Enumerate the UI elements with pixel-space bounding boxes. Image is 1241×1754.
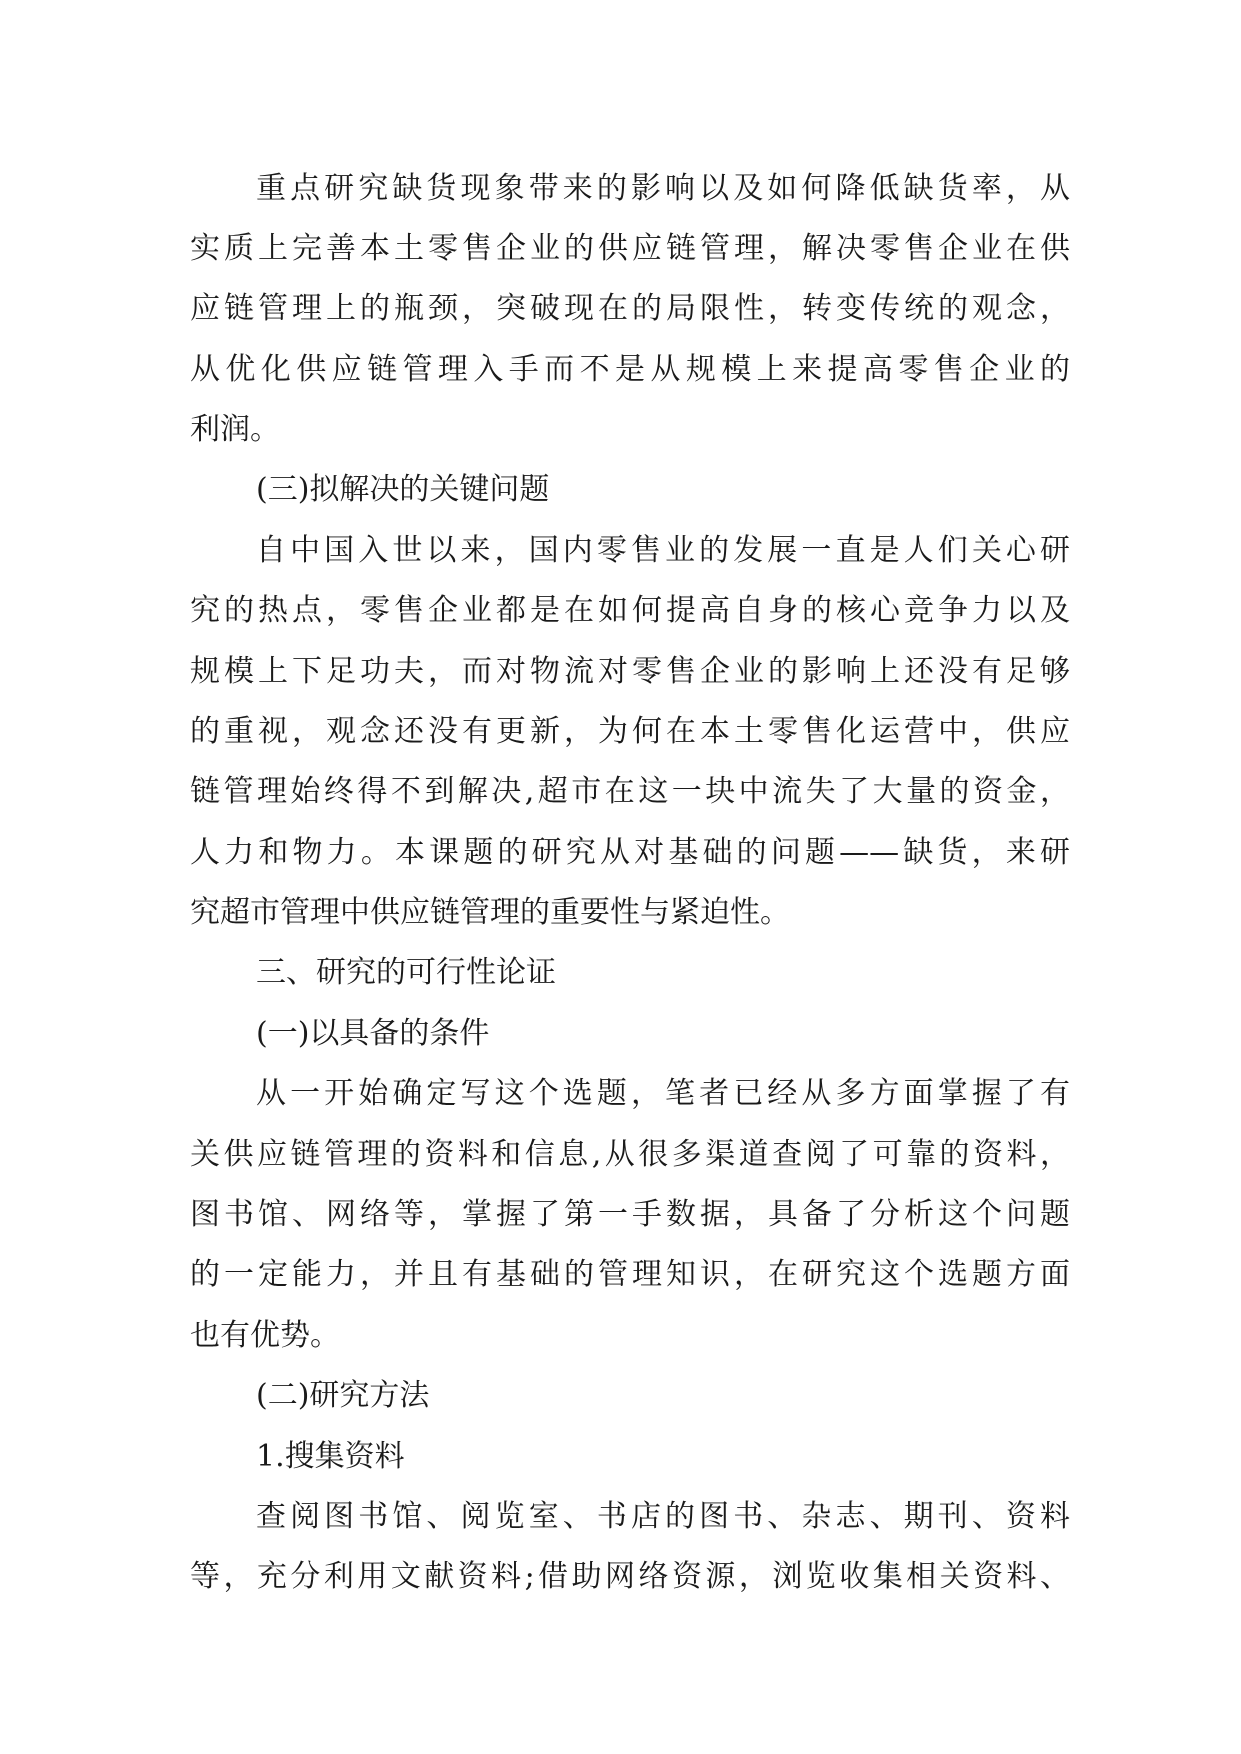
section-heading: 1.搜集资料 [256, 1439, 405, 1474]
text-line: 自中国入世以来，国内零售业的发展一直是人们关心研 [256, 533, 1070, 568]
text-line: 利润。 [190, 412, 280, 447]
text-line: 也有优势。 [190, 1318, 340, 1353]
section-heading: 三、研究的可行性论证 [256, 955, 556, 990]
text-line: 究的热点，零售企业都是在如何提高自身的核心竞争力以及 [190, 593, 1070, 628]
text-line: 从一开始确定写这个选题，笔者已经从多方面掌握了有 [256, 1076, 1070, 1111]
text-line: 究超市管理中供应链管理的重要性与紧迫性。 [190, 895, 790, 930]
text-line: 的一定能力，并且有基础的管理知识，在研究这个选题方面 [190, 1257, 1070, 1292]
section-heading: (一)以具备的条件 [256, 1016, 490, 1051]
text-line: 人力和物力。本课题的研究从对基础的问题——缺货，来研 [190, 835, 1070, 870]
text-line: 关供应链管理的资料和信息,从很多渠道查阅了可靠的资料， [190, 1137, 1070, 1172]
section-heading: (二)研究方法 [256, 1378, 430, 1413]
text-line: 规模上下足功夫，而对物流对零售企业的影响上还没有足够 [190, 654, 1070, 689]
text-line: 等，充分利用文献资料;借助网络资源，浏览收集相关资料、 [190, 1559, 1070, 1594]
text-line: 应链管理上的瓶颈，突破现在的局限性，转变传统的观念， [190, 291, 1070, 326]
text-line: 实质上完善本土零售企业的供应链管理，解决零售企业在供 [190, 231, 1070, 266]
text-line: 链管理始终得不到解决,超市在这一块中流失了大量的资金， [190, 774, 1070, 809]
text-line: 图书馆、网络等，掌握了第一手数据，具备了分析这个问题 [190, 1197, 1070, 1232]
text-line: 的重视，观念还没有更新，为何在本土零售化运营中，供应 [190, 714, 1070, 749]
text-line: 从优化供应链管理入手而不是从规模上来提高零售企业的 [190, 352, 1070, 387]
section-heading: (三)拟解决的关键问题 [256, 472, 550, 507]
text-line: 重点研究缺货现象带来的影响以及如何降低缺货率，从 [256, 171, 1070, 206]
text-line: 查阅图书馆、阅览室、书店的图书、杂志、期刊、资料 [256, 1499, 1070, 1534]
